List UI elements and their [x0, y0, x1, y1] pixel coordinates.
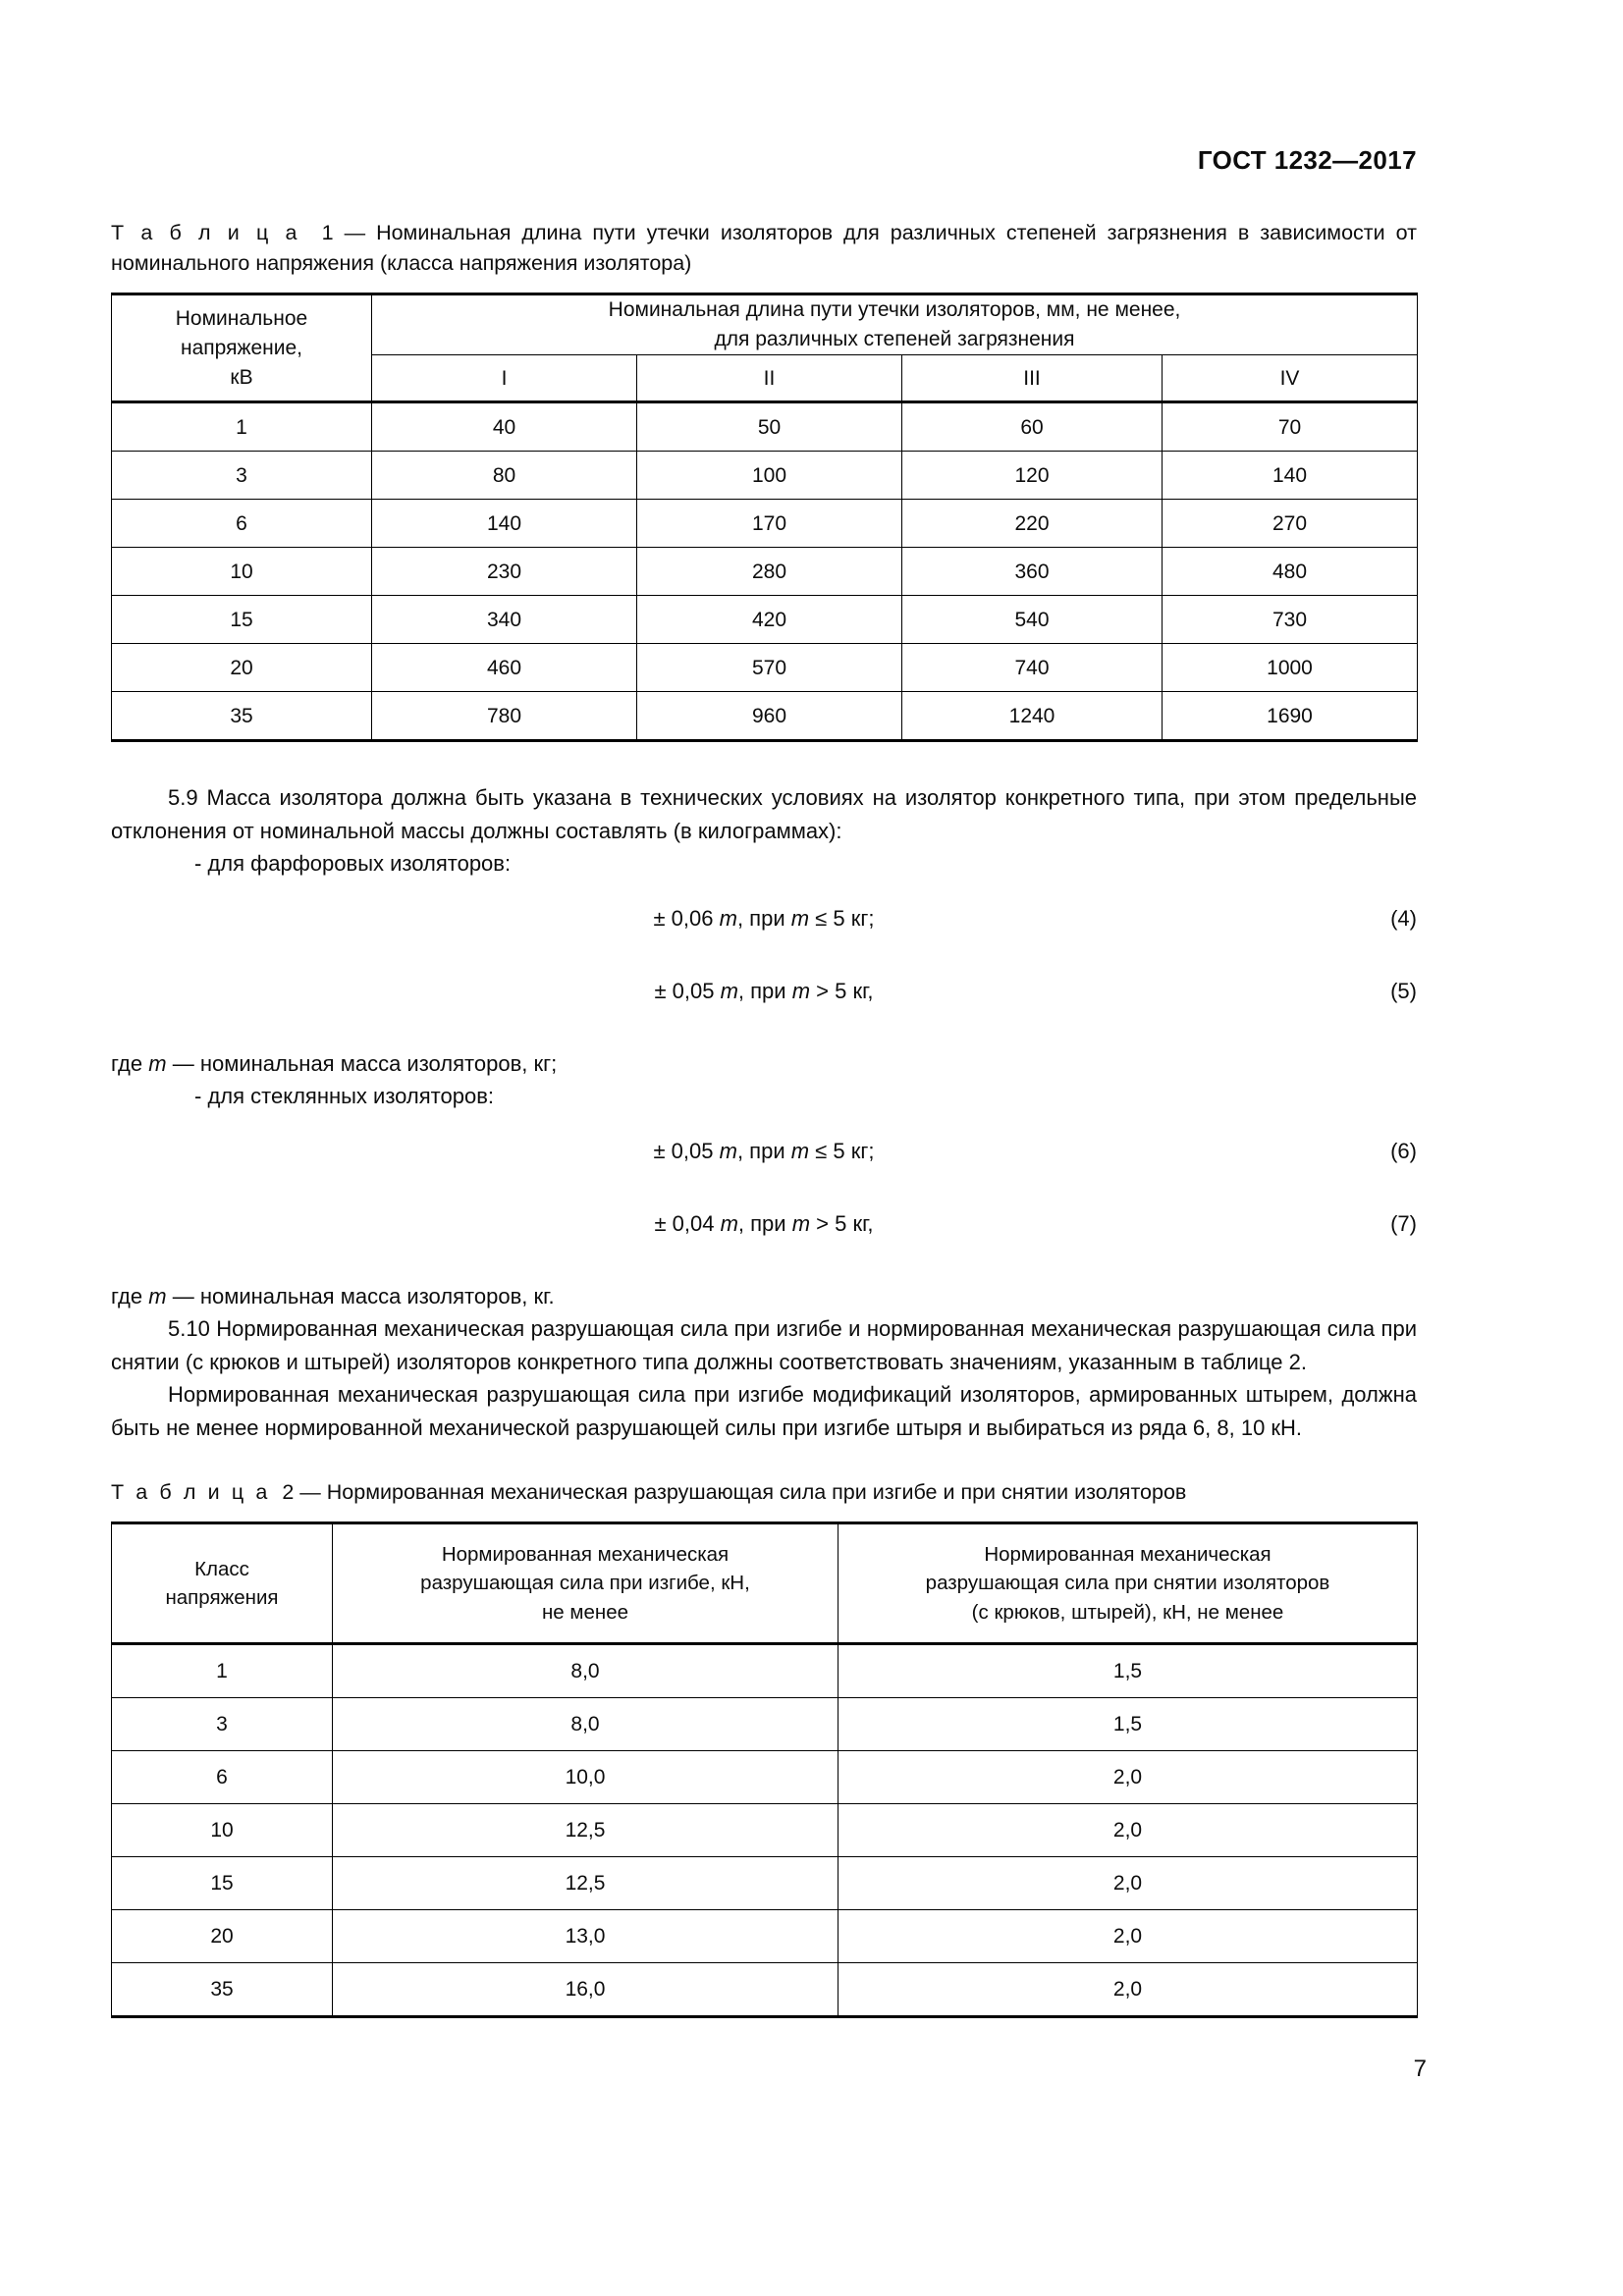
table-1-cell-degree-2: 170 — [637, 500, 902, 548]
table-1-cell-degree-1: 460 — [372, 644, 637, 692]
table-row — [112, 1857, 1418, 1910]
formula-6-prefix: ± 0,05 — [653, 1138, 720, 1163]
table-row — [112, 1644, 1418, 1698]
formula-5-condition: > 5 кг, — [810, 978, 874, 1003]
table-2-cell-bend: 12,5 — [333, 1857, 839, 1910]
table-2-cell-class: 3 — [112, 1698, 333, 1751]
table-2-cell-class: 1 — [112, 1644, 333, 1698]
table-1-cell-degree-2: 280 — [637, 548, 902, 596]
table-1-cell-voltage: 6 — [112, 500, 372, 548]
table-1-header-span-line2: для различных степеней загрязнения — [714, 328, 1075, 350]
table-1-cell-voltage: 10 — [112, 548, 372, 596]
formula-6-symbol-1: m — [719, 1138, 737, 1163]
page-content — [111, 218, 1417, 2018]
table-2-caption-text: Нормированная механическая разрушающая сила при изгибе и при снятии изоляторов — [326, 1480, 1187, 1504]
formula-6-mid: , при — [736, 1138, 791, 1163]
formula-4-mid: , при — [736, 905, 791, 931]
table-1-caption-number: 1 — [321, 221, 334, 244]
formula-7-prefix: ± 0,04 — [654, 1210, 721, 1236]
table-2-cell-pull: 1,5 — [839, 1698, 1418, 1751]
table-row — [112, 1804, 1418, 1857]
where-clause-1 — [111, 1047, 1417, 1081]
table-1-cell-degree-4: 140 — [1163, 452, 1418, 500]
table-1-cell-degree-1: 140 — [372, 500, 637, 548]
formula-4 — [111, 906, 1417, 949]
table-row — [112, 596, 1418, 644]
table-1-cell-degree-1: 340 — [372, 596, 637, 644]
table-row — [112, 500, 1418, 548]
table-1-header-voltage-line2: напряжение, — [180, 336, 303, 359]
table-1-cell-degree-2: 570 — [637, 644, 902, 692]
table-1-cell-degree-1: 230 — [372, 548, 637, 596]
formula-7-mid: , при — [737, 1210, 792, 1236]
table-2-caption-dash: — — [299, 1480, 321, 1504]
formula-6-number: (6) — [1390, 1138, 1417, 1163]
table-1-cell-degree-2: 100 — [637, 452, 902, 500]
table-1-cell-voltage: 1 — [112, 402, 372, 452]
table-2-header-bend-line1: Нормированная механическая — [441, 1542, 730, 1566]
formula-6-symbol-2: m — [790, 1138, 810, 1163]
table-1-header-span — [372, 294, 1418, 355]
formula-5 — [111, 979, 1417, 1022]
formula-7-symbol-2: m — [791, 1210, 811, 1236]
table-1-cell-degree-2: 420 — [637, 596, 902, 644]
table-1-cell-degree-1: 80 — [372, 452, 637, 500]
table-2-cell-bend: 12,5 — [333, 1804, 839, 1857]
table-2-cell-pull: 1,5 — [839, 1644, 1418, 1698]
formula-5-symbol-2: m — [791, 978, 811, 1003]
where-clause-2-prefix: где — [111, 1283, 143, 1308]
table-2-header-bend — [333, 1523, 839, 1644]
table-1-header-voltage — [112, 294, 372, 402]
running-header: ГОСТ 1232—2017 — [1197, 145, 1417, 175]
table-1-cell-voltage: 3 — [112, 452, 372, 500]
table-1-caption-label: Т а б л и ц а — [111, 221, 300, 244]
where-clause-2-symbol: m — [148, 1283, 167, 1308]
table-row — [112, 1751, 1418, 1804]
table-1-cell-degree-1: 780 — [372, 692, 637, 741]
table-2-cell-bend: 16,0 — [333, 1963, 839, 2017]
table-1-header-degree-3: III — [902, 355, 1163, 402]
table-1-cell-degree-3: 1240 — [902, 692, 1163, 741]
table-1-caption-dash: — — [344, 221, 366, 244]
table-2-cell-bend: 8,0 — [333, 1644, 839, 1698]
table-1-cell-degree-2: 960 — [637, 692, 902, 741]
table-row — [112, 1698, 1418, 1751]
formula-4-condition: ≤ 5 кг; — [809, 905, 875, 931]
table-2-header-bend-line2: разрушающая сила при изгибе, кН, — [420, 1572, 750, 1595]
table-row — [112, 402, 1418, 452]
formula-5-symbol-1: m — [720, 978, 738, 1003]
clause-5-9-item-glass: - для стеклянных изоляторов: — [194, 1084, 495, 1108]
formula-7 — [111, 1211, 1417, 1255]
table-1-header-degree-4: IV — [1163, 355, 1418, 402]
formula-6 — [111, 1139, 1417, 1182]
table-1-header-degree-1: I — [372, 355, 637, 402]
clause-5-9-item-porcelain: - для фарфоровых изоляторов: — [194, 851, 512, 876]
table-2-cell-pull: 2,0 — [839, 1963, 1418, 2017]
table-row — [112, 644, 1418, 692]
table-1-cell-degree-4: 480 — [1163, 548, 1418, 596]
table-1 — [111, 293, 1418, 742]
table-2-cell-pull: 2,0 — [839, 1751, 1418, 1804]
table-1-body — [112, 402, 1418, 741]
table-1-cell-degree-4: 1690 — [1163, 692, 1418, 741]
formula-7-expression — [111, 1211, 1417, 1237]
table-1-cell-degree-3: 740 — [902, 644, 1163, 692]
where-clause-1-prefix: где — [111, 1050, 143, 1076]
table-2-cell-class: 35 — [112, 1963, 333, 2017]
table-2-cell-pull: 2,0 — [839, 1910, 1418, 1963]
table-1-header-row-1 — [112, 294, 1418, 355]
table-2-body — [112, 1644, 1418, 2017]
formula-4-number: (4) — [1390, 905, 1417, 931]
formula-7-condition: > 5 кг, — [810, 1210, 874, 1236]
clause-5-10-paragraph-2: Нормированная механическая разрушающая сила при изгибе модификаций изоляторов, армированных штырем, должна быть не менее нормированной механической разрушающей силы при изгибе штыря и выбираться из ряда 6, 8, 10 кН. — [111, 1382, 1417, 1440]
table-1-cell-voltage: 35 — [112, 692, 372, 741]
table-1-cell-degree-3: 220 — [902, 500, 1163, 548]
table-row — [112, 548, 1418, 596]
where-clause-1-text: номинальная масса изоляторов, кг; — [199, 1050, 558, 1076]
table-1-caption-text: Номинальная длина пути утечки изоляторов для различных степеней загрязнения в зависимости от номинального напряжения (класса напряжения изолятора) — [111, 221, 1417, 275]
table-row — [112, 452, 1418, 500]
table-1-cell-degree-4: 730 — [1163, 596, 1418, 644]
table-2-caption-label: Т а б л и ц а — [111, 1480, 271, 1504]
table-2-header-row — [112, 1523, 1418, 1644]
table-1-cell-degree-1: 40 — [372, 402, 637, 452]
table-2-cell-class: 20 — [112, 1910, 333, 1963]
where-clause-1-dash: — — [172, 1050, 194, 1076]
table-1-cell-degree-2: 50 — [637, 402, 902, 452]
table-2-header-class-line1: Класс — [194, 1557, 249, 1580]
where-clause-2-text: номинальная масса изоляторов, кг. — [199, 1283, 555, 1308]
table-1-cell-degree-3: 360 — [902, 548, 1163, 596]
formula-4-symbol-2: m — [790, 905, 810, 931]
formula-4-expression — [111, 906, 1417, 932]
table-2-header-pull-line2: разрушающая сила при снятии изоляторов — [925, 1572, 1330, 1595]
table-2-cell-class: 10 — [112, 1804, 333, 1857]
formula-6-condition: ≤ 5 кг; — [809, 1138, 875, 1163]
table-2-cell-class: 15 — [112, 1857, 333, 1910]
where-clause-2-dash: — — [172, 1283, 194, 1308]
table-row — [112, 692, 1418, 741]
formula-5-mid: , при — [737, 978, 792, 1003]
formula-5-prefix: ± 0,05 — [654, 978, 721, 1003]
table-1-cell-degree-4: 270 — [1163, 500, 1418, 548]
where-clause-2 — [111, 1280, 1417, 1313]
clause-5-9-paragraph: 5.9 Масса изолятора должна быть указана в технических условиях на изолятор конкретного типа, при этом предельные отклонения от номинальной массы должны составлять (в килограммах): — [111, 785, 1417, 843]
table-1-cell-degree-3: 540 — [902, 596, 1163, 644]
table-row — [112, 1963, 1418, 2017]
table-2-caption-number: 2 — [282, 1480, 295, 1504]
table-2-header-class — [112, 1523, 333, 1644]
table-2-cell-pull: 2,0 — [839, 1804, 1418, 1857]
table-1-caption — [111, 218, 1417, 279]
table-2-header-pull-line1: Нормированная механическая — [984, 1542, 1271, 1566]
table-1-header-voltage-line1: Номинальное — [175, 306, 308, 330]
where-clause-1-symbol: m — [148, 1050, 167, 1076]
table-row — [112, 1910, 1418, 1963]
table-2-cell-bend: 13,0 — [333, 1910, 839, 1963]
table-2-cell-class: 6 — [112, 1751, 333, 1804]
table-2-header-pull — [839, 1523, 1418, 1644]
clause-5-10-paragraph: 5.10 Нормированная механическая разрушающая сила при изгибе и нормированная механическая разрушающая сила при снятии (с крюков и штырей) изоляторов конкретного типа должны соответствовать значениям, указанным в таблице 2. — [111, 1316, 1417, 1374]
page-number: 7 — [1413, 2056, 1427, 2082]
formula-5-expression — [111, 979, 1417, 1004]
table-1-header-degree-2: II — [637, 355, 902, 402]
formula-5-number: (5) — [1390, 978, 1417, 1003]
formula-4-symbol-1: m — [719, 905, 737, 931]
table-1-cell-degree-4: 70 — [1163, 402, 1418, 452]
table-1-cell-degree-3: 120 — [902, 452, 1163, 500]
table-1-cell-voltage: 15 — [112, 596, 372, 644]
table-2-header-class-line2: напряжения — [165, 1586, 279, 1609]
formula-7-symbol-1: m — [720, 1210, 738, 1236]
table-1-header-span-line1: Номинальная длина пути утечки изоляторов, мм, не менее, — [608, 298, 1181, 321]
table-2-cell-pull: 2,0 — [839, 1857, 1418, 1910]
table-2-header-pull-line3: (с крюков, штырей), кН, не менее — [971, 1600, 1284, 1624]
table-1-cell-degree-3: 60 — [902, 402, 1163, 452]
table-2-caption — [111, 1477, 1417, 1508]
formula-7-number: (7) — [1390, 1210, 1417, 1236]
formula-4-prefix: ± 0,06 — [653, 905, 720, 931]
table-2-header-bend-line3: не менее — [541, 1600, 629, 1624]
table-2-cell-bend: 8,0 — [333, 1698, 839, 1751]
table-1-cell-voltage: 20 — [112, 644, 372, 692]
table-1-header-voltage-line3: кВ — [230, 365, 253, 389]
formula-6-expression — [111, 1139, 1417, 1164]
table-1-cell-degree-4: 1000 — [1163, 644, 1418, 692]
table-2 — [111, 1522, 1418, 2018]
table-2-cell-bend: 10,0 — [333, 1751, 839, 1804]
